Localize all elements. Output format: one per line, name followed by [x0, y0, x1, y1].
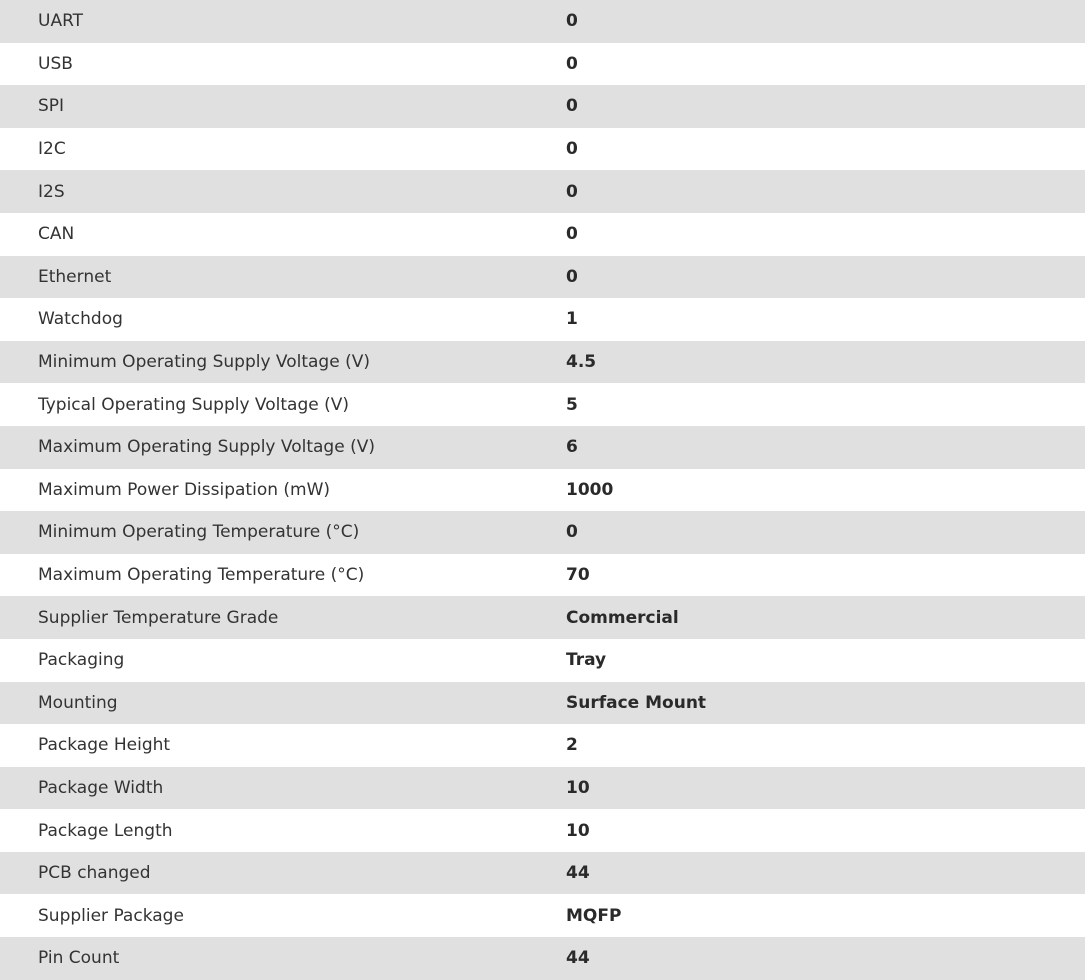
spec-value: 0: [566, 522, 578, 543]
spec-label: Maximum Power Dissipation (mW): [38, 479, 331, 500]
spec-label: Typical Operating Supply Voltage (V): [38, 394, 349, 415]
spec-label: Ethernet: [38, 266, 112, 287]
spec-label: UART: [38, 11, 84, 32]
spec-value: 1: [566, 309, 578, 330]
spec-label: USB: [38, 53, 73, 74]
spec-label: Supplier Package: [38, 905, 184, 926]
spec-label: I2S: [38, 181, 65, 202]
spec-label: PCB changed: [38, 863, 151, 884]
spec-value: Commercial: [566, 607, 679, 628]
spec-value: 10: [566, 777, 590, 798]
spec-label: Package Height: [38, 735, 171, 756]
spec-row-package-length: [0, 809, 1085, 852]
spec-row-supplier-package: [0, 894, 1085, 937]
spec-label: I2C: [38, 139, 66, 160]
spec-value: 10: [566, 820, 590, 841]
spec-row-min-supply-voltage: [0, 341, 1085, 384]
spec-label: Supplier Temperature Grade: [38, 607, 279, 628]
spec-value: 70: [566, 565, 590, 586]
spec-label: CAN: [38, 224, 75, 245]
spec-row-i2c: [0, 128, 1085, 171]
spec-value: MQFP: [566, 905, 622, 926]
spec-label: Minimum Operating Temperature (°C): [38, 522, 360, 543]
spec-row-max-supply-voltage: [0, 426, 1085, 469]
spec-value: 0: [566, 96, 578, 117]
spec-label: Package Length: [38, 820, 173, 841]
spec-label: Minimum Operating Supply Voltage (V): [38, 352, 370, 373]
spec-row-usb: [0, 43, 1085, 86]
spec-value: 1000: [566, 479, 614, 500]
spec-value: 0: [566, 11, 578, 32]
spec-row-min-operating-temp: [0, 511, 1085, 554]
spec-value: Surface Mount: [566, 692, 707, 713]
spec-value: 0: [566, 224, 578, 245]
spec-value: 0: [566, 181, 578, 202]
spec-label: SPI: [38, 96, 65, 117]
spec-value: 2: [566, 735, 578, 756]
spec-label: Maximum Operating Temperature (°C): [38, 565, 365, 586]
spec-row-pin-count: [0, 937, 1085, 980]
spec-label: Watchdog: [38, 309, 123, 330]
spec-row-package-height: [0, 724, 1085, 767]
spec-value: 4.5: [566, 352, 597, 373]
spec-label: Package Width: [38, 777, 164, 798]
spec-value: 0: [566, 139, 578, 160]
spec-label: Maximum Operating Supply Voltage (V): [38, 437, 375, 458]
spec-row-pcb-changed: [0, 852, 1085, 895]
spec-row-can: [0, 213, 1085, 256]
spec-value: 6: [566, 437, 578, 458]
spec-row-spi: [0, 85, 1085, 128]
spec-row-watchdog: [0, 298, 1085, 341]
spec-row-max-power-dissipation: [0, 469, 1085, 512]
spec-row-i2s: [0, 170, 1085, 213]
spec-row-mounting: [0, 682, 1085, 725]
spec-value: 44: [566, 948, 590, 969]
spec-row-packaging: [0, 639, 1085, 682]
spec-label: Mounting: [38, 692, 118, 713]
spec-value: 44: [566, 863, 590, 884]
spec-row-uart: [0, 0, 1085, 43]
spec-value: 5: [566, 394, 578, 415]
spec-row-ethernet: [0, 256, 1085, 299]
spec-value: 0: [566, 266, 578, 287]
spec-value: Tray: [566, 650, 607, 671]
spec-row-typ-supply-voltage: [0, 383, 1085, 426]
spec-row-temp-grade: [0, 596, 1085, 639]
spec-value: 0: [566, 53, 578, 74]
spec-row-max-operating-temp: [0, 554, 1085, 597]
spec-label: Packaging: [38, 650, 125, 671]
spec-label: Pin Count: [38, 948, 120, 969]
spec-row-package-width: [0, 767, 1085, 810]
